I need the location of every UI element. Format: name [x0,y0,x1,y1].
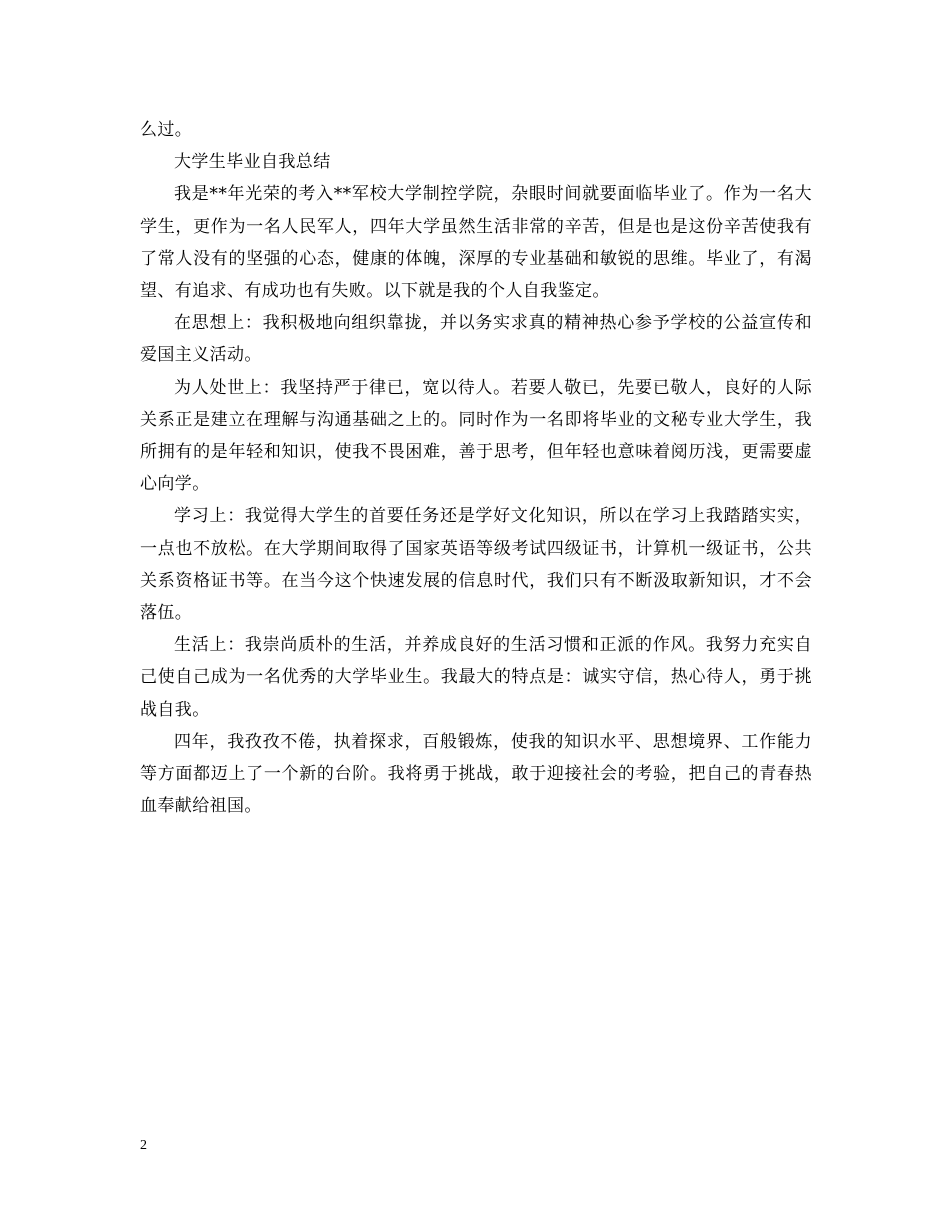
paragraph-continuation: 么过。 [140,120,193,140]
paragraph-life: 生活上：我崇尚质朴的生活，并养成良好的生活习惯和正派的作风。我努力充实自己使自己成为一名优秀的大学毕业生。我最大的特点是：诚实守信，热心待人，勇于挑战自我。 [140,635,812,720]
paragraph-study: 学习上：我觉得大学生的首要任务还是学好文化知识，所以在学习上我踏踏实实，一点也不放松。在大学期间取得了国家英语等级考试四级证书，计算机一级证书，公共关系资格证书等。在当今这个快速发展的信息时代，我们只有不断汲取新知识，才不会落伍。 [140,506,812,624]
paragraph-conclusion: 四年，我孜孜不倦，执着探求，百般锻炼，使我的知识水平、思想境界、工作能力等方面都迈上了一个新的台阶。我将勇于挑战，敢于迎接社会的考验，把自己的青春热血奉献给祖国。 [140,731,812,817]
section-heading: 大学生毕业自我总结 [174,152,331,173]
paragraph-ideology: 在思想上：我积极地向组织靠拢，并以务实求真的精神热心参予学校的公益宣传和爱国主义活动。 [140,313,812,366]
document-body [140,114,812,822]
paragraph-intro: 我是**年光荣的考入**军校大学制控学院，杂眼时间就要面临毕业了。作为一名大学生，更作为一名人民军人，四年大学虽然生活非常的辛苦，但是也是这份辛苦使我有了常人没有的坚强的心态，健康的体魄，深厚的专业基础和敏锐的思维。毕业了，有渴望、有追求、有成功也有失败。以下就是我的个人自我鉴定。 [140,184,812,302]
paragraph-conduct: 为人处世上：我坚持严于律已，宽以待人。若要人敬已，先要已敬人，良好的人际关系正是建立在理解与沟通基础之上的。同时作为一名即将毕业的文秘专业大学生，我所拥有的是年轻和知识，使我不畏困难，善于思考，但年轻也意味着阅历浅，更需要虚心向学。 [140,377,812,495]
page-number: 2 [140,1138,147,1153]
